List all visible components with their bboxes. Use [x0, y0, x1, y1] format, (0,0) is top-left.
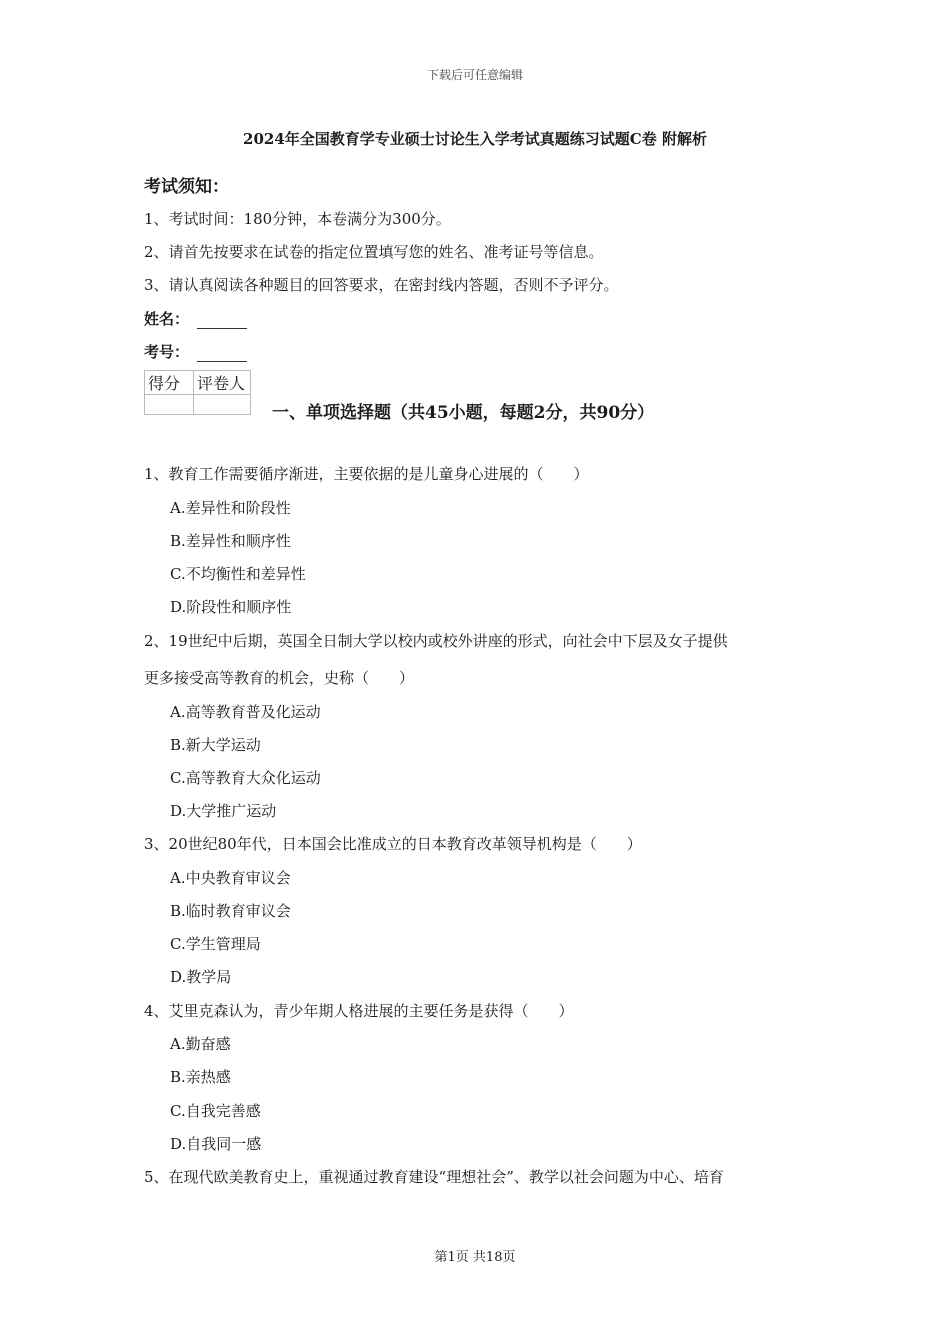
- section-title: 一、单项选择题（共45小题，每题2分，共90分）: [272, 403, 655, 423]
- question-2-option-a[interactable]: A.高等教育普及化运动: [170, 703, 321, 721]
- question-1-option-c[interactable]: C.不均衡性和差异性: [170, 565, 306, 583]
- name-field: [144, 308, 247, 329]
- grader-header: 评卷人: [194, 371, 251, 395]
- question-4-option-d[interactable]: D.自我同一感: [170, 1135, 262, 1153]
- question-1-option-d[interactable]: D.阶段性和顺序性: [170, 598, 292, 616]
- question-2-option-b[interactable]: B.新大学运动: [170, 736, 261, 754]
- page-header: 下载后可任意编辑: [426, 68, 523, 82]
- question-3-option-b[interactable]: B.临时教育审议会: [170, 902, 291, 920]
- score-cell[interactable]: [145, 395, 194, 415]
- question-3: 3、20世纪80年代，日本国会比准成立的日本教育改革领导机构是（ ）: [144, 835, 642, 853]
- question-1-option-b[interactable]: B.差异性和顺序性: [170, 532, 291, 550]
- question-2: 2、19世纪中后期，英国全日制大学以校内或校外讲座的形式，向社会中下层及女子提供: [144, 632, 728, 650]
- name-label: 姓名：: [144, 310, 190, 328]
- name-blank[interactable]: [197, 314, 247, 329]
- notice-item-3: 3、请认真阅读各种题目的回答要求，在密封线内答题，否则不予评分。: [144, 276, 619, 294]
- question-2-option-c[interactable]: C.高等教育大众化运动: [170, 769, 321, 787]
- question-3-option-d[interactable]: D.教学局: [170, 968, 232, 986]
- question-2-option-d[interactable]: D.大学推广运动: [170, 802, 277, 820]
- question-3-option-a[interactable]: A.中央教育审议会: [170, 869, 291, 887]
- question-1-option-a[interactable]: A.差异性和阶段性: [170, 499, 291, 517]
- question-4-option-c[interactable]: C.自我完善感: [170, 1102, 261, 1120]
- question-1: 1、教育工作需要循序渐进，主要依据的是儿童身心进展的（ ）: [144, 465, 589, 483]
- id-label: 考号：: [144, 343, 190, 361]
- notice-item-2: 2、请首先按要求在试卷的指定位置填写您的姓名、准考证号等信息。: [144, 243, 604, 261]
- question-4-option-a[interactable]: A.勤奋感: [170, 1035, 231, 1053]
- id-blank[interactable]: [197, 347, 247, 362]
- question-5: 5、在现代欧美教育史上，重视通过教育建设“理想社会”、教学以社会问题为中心、培育: [144, 1168, 724, 1186]
- notice-heading: 考试须知：: [144, 177, 229, 197]
- score-header: 得分: [145, 371, 194, 395]
- score-table: [144, 370, 251, 415]
- question-4: 4、艾里克森认为，青少年期人格进展的主要任务是获得（ ）: [144, 1002, 574, 1020]
- grader-cell[interactable]: [194, 395, 251, 415]
- question-4-option-b[interactable]: B.亲热感: [170, 1068, 231, 1086]
- page-footer: 第1页 共18页: [434, 1250, 516, 1265]
- document-title: 2024年全国教育学专业硕士讨论生入学考试真题练习试题C卷 附解析: [243, 130, 707, 148]
- notice-item-1: 1、考试时间：180分钟，本卷满分为300分。: [144, 210, 451, 228]
- id-field: [144, 341, 247, 362]
- question-3-option-c[interactable]: C.学生管理局: [170, 935, 261, 953]
- question-2-cont: 更多接受高等教育的机会，史称（ ）: [144, 669, 415, 687]
